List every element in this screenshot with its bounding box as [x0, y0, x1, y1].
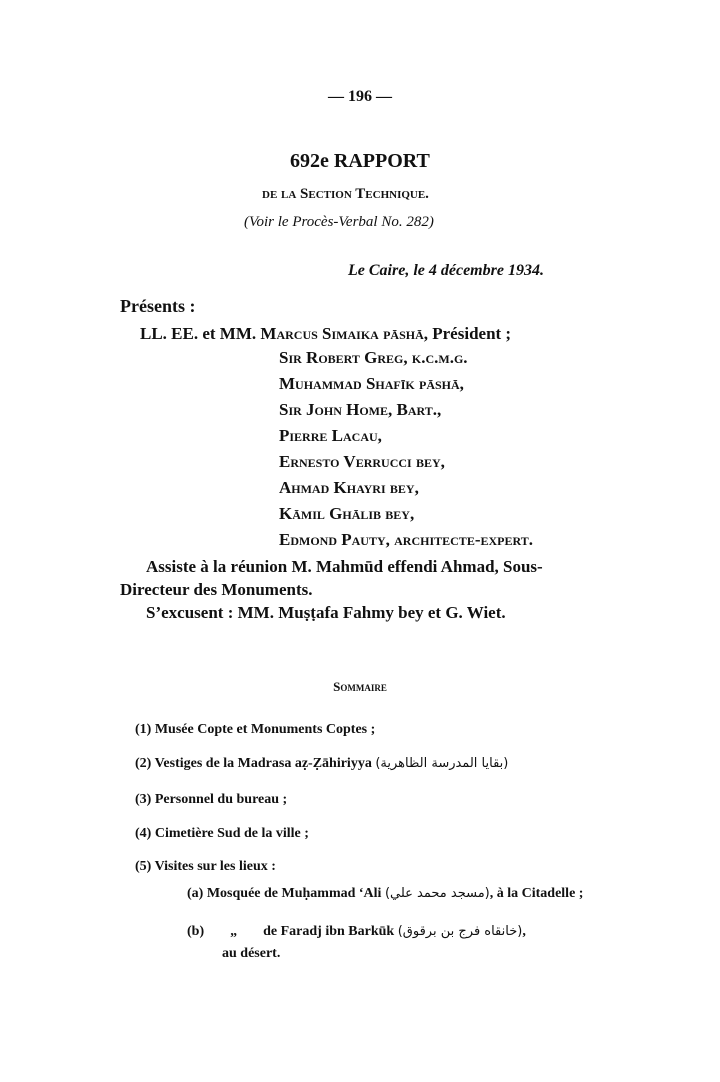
summary-subitem-b — [187, 924, 526, 940]
item-number: (1) — [135, 722, 152, 737]
excusent-line: S’excusent : MM. Muṣṭafa Fahmy bey et G. Wiet. — [146, 603, 506, 622]
subitem-after: , à la Citadelle ; — [489, 886, 584, 901]
subitem-b-continuation: au désert. — [222, 946, 281, 961]
item-arabic: (بقايا المدرسة الظاهرية) — [375, 756, 509, 771]
member-line-3: Muhammad Shafīk pāshā, — [279, 374, 464, 393]
member-line-7: Ahmad Khayri bey, — [279, 478, 419, 497]
item-text: Personnel du bureau ; — [154, 792, 288, 807]
member-line-2: Sir Robert Greg, k.c.m.g. — [279, 348, 468, 367]
report-title: 692e RAPPORT — [290, 150, 430, 172]
member-line-1 — [140, 324, 511, 344]
member-line-8: Kāmil Ghālib bey, — [279, 504, 415, 523]
item-number: (5) — [135, 859, 152, 874]
presents-label: Présents : — [120, 296, 196, 316]
item-text: Visites sur les lieux : — [154, 859, 276, 874]
member-line-5: Pierre Lacau, — [279, 426, 382, 445]
member-line-9: Edmond Pauty, architecte-expert. — [279, 530, 533, 549]
subitem-letter: (a) — [187, 886, 204, 901]
member-prefix: LL. EE. et MM. — [140, 324, 261, 343]
summary-item-2 — [135, 756, 508, 772]
ditto-mark: „ — [230, 924, 238, 939]
item-number: (4) — [135, 826, 152, 841]
item-number: (3) — [135, 792, 152, 807]
page-number: — 196 — — [328, 88, 392, 105]
summary-item-4 — [135, 826, 309, 842]
report-reference: (Voir le Procès-Verbal No. 282) — [244, 214, 434, 230]
item-number: (2) — [135, 756, 152, 771]
summary-item-5 — [135, 859, 276, 875]
member-line-4: Sir John Home, Bart., — [279, 400, 442, 419]
member-suffix: , Président ; — [423, 324, 512, 343]
item-text: Musée Copte et Monuments Coptes ; — [154, 722, 376, 737]
assiste-line-1: Assiste à la réunion M. Mahmūd effendi Ahmad, Sous- — [146, 557, 543, 576]
subitem-text: Mosquée de Muḥammad ‘Ali — [206, 886, 382, 901]
dateline: Le Caire, le 4 décembre 1934. — [348, 262, 544, 279]
member-name: Marcus Simaika pāshā — [260, 324, 424, 343]
report-subtitle: de la Section Technique. — [262, 186, 429, 202]
summary-subitem-a — [187, 886, 583, 902]
item-text: Vestiges de la Madrasa aẓ-Ẓāhiriyya — [154, 756, 372, 771]
assiste-line-2: Directeur des Monuments. — [120, 580, 313, 599]
subitem-text: de Faradj ibn Barkūk — [263, 924, 395, 939]
subitem-after: , — [522, 924, 526, 939]
summary-item-1 — [135, 722, 375, 738]
item-text: Cimetière Sud de la ville ; — [154, 826, 309, 841]
summary-item-3 — [135, 792, 287, 808]
subitem-arabic: (خانقاه فرج بن برقوق) — [397, 924, 523, 939]
subitem-arabic: (مسجد محمد علي) — [384, 886, 490, 901]
member-line-6: Ernesto Verrucci bey, — [279, 452, 445, 471]
sommaire-title: Sommaire — [333, 679, 387, 694]
subitem-letter: (b) — [187, 924, 205, 939]
